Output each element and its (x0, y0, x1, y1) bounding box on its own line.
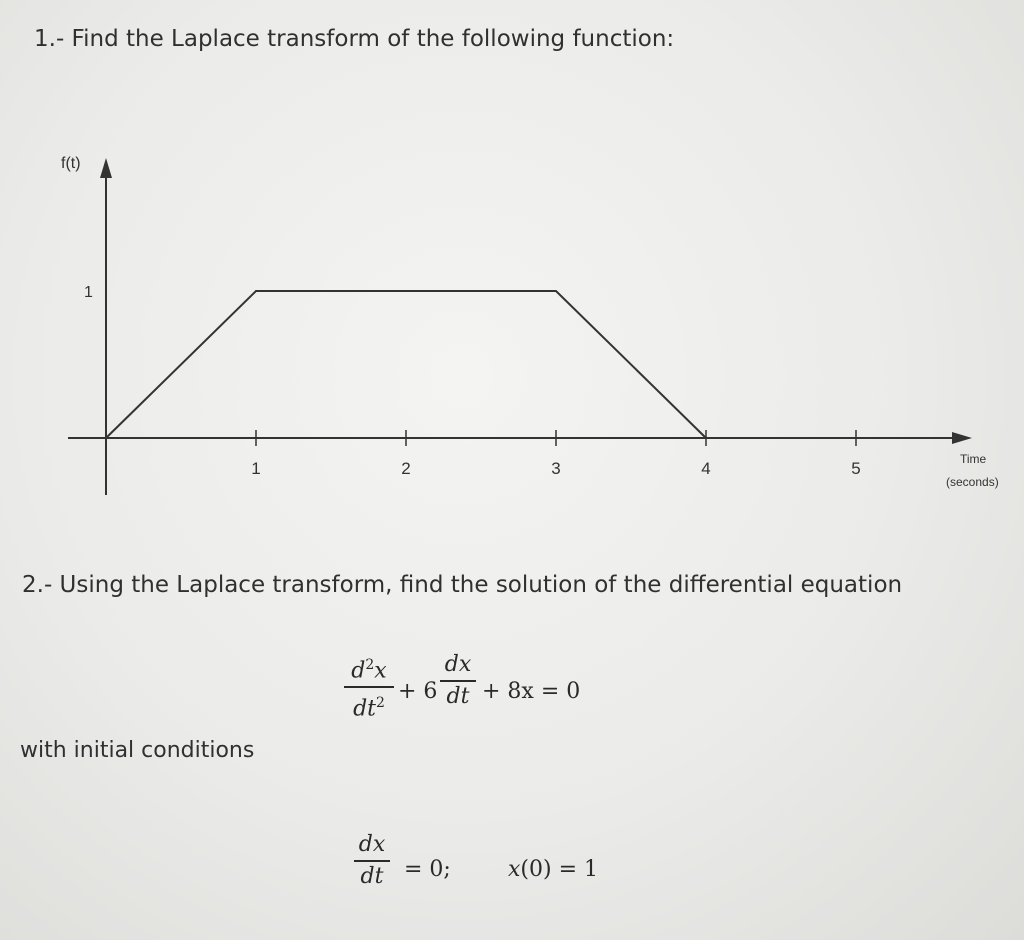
plus-six: + 6 (398, 679, 438, 704)
y-axis-arrow-icon (100, 158, 112, 178)
x-tick-label-4: 4 (701, 459, 711, 478)
condition-second: x(0) = 1 (508, 857, 599, 882)
x-tick-label-5: 5 (851, 459, 861, 478)
second-derivative-fraction: $d^2x$ $dt^2$ (344, 652, 394, 722)
y-axis-label: f(t) (61, 155, 81, 172)
x-tick-label-3: 3 (551, 459, 561, 478)
equation-rest: + 8x = 0 (482, 679, 581, 704)
x-axis (68, 432, 972, 444)
x-tick-label-1: 1 (251, 459, 261, 478)
x-axis-label-time: Time (960, 452, 987, 466)
problem-2-title: 2.- Using the Laplace transform, find the solution of the differential equation (22, 572, 903, 598)
initial-conditions-label: with initial conditions (20, 738, 255, 763)
condition-derivative-fraction: dx dt (354, 832, 390, 890)
x-axis-arrow-icon (952, 432, 972, 444)
y-tick-label-1: 1 (84, 284, 93, 301)
condition-first-value: = 0; (404, 857, 451, 882)
x-tick-label-2: 2 (401, 459, 411, 478)
y-axis (100, 158, 112, 495)
series-line-0 (106, 291, 706, 438)
problem-1-title: 1.- Find the Laplace transform of the following function: (34, 26, 675, 52)
first-derivative-fraction: dx dt (440, 652, 476, 710)
x-axis-label-unit: (seconds) (946, 475, 999, 489)
